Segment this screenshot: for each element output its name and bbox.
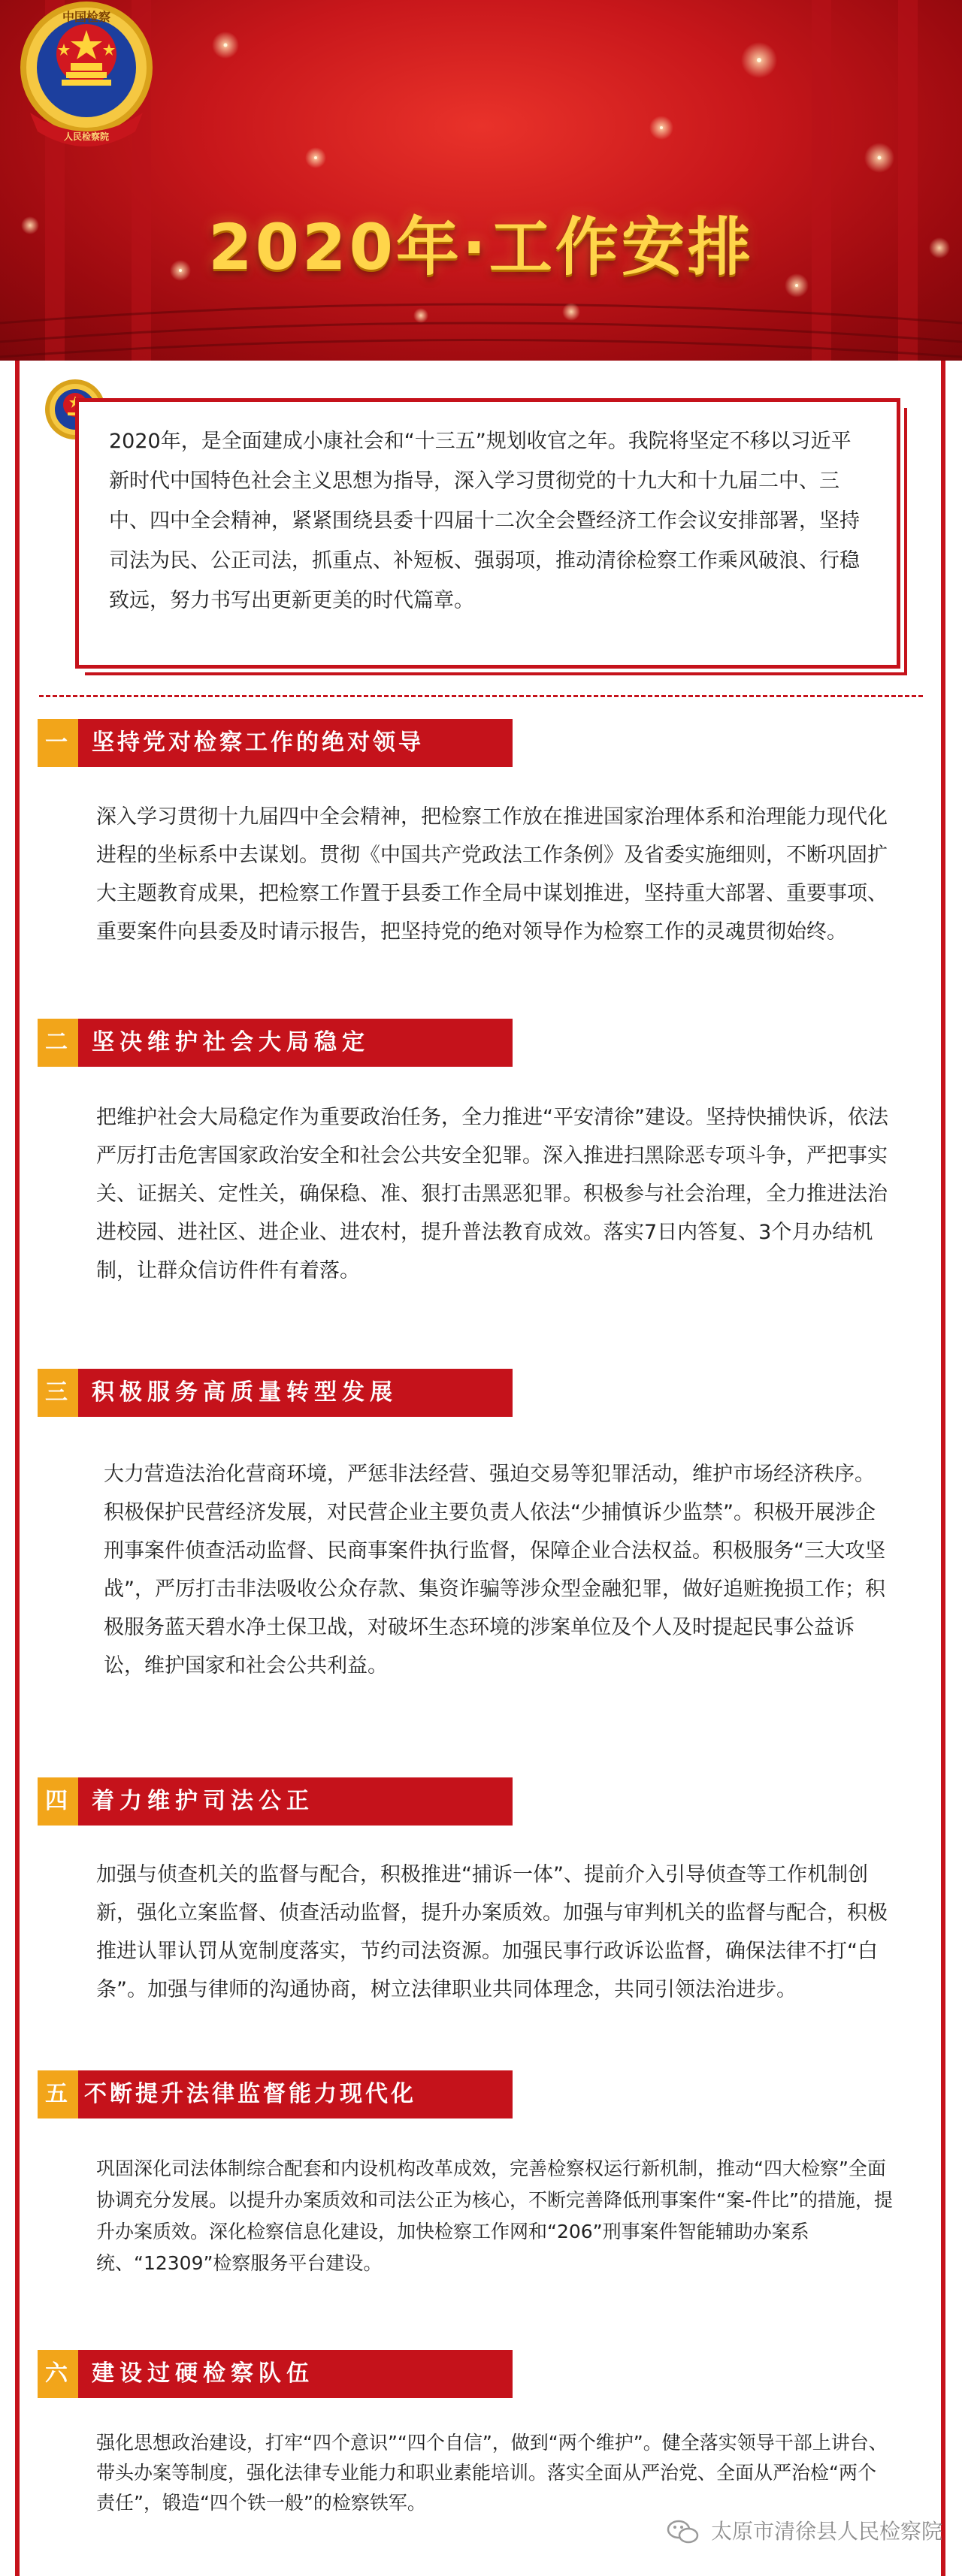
dashed-divider: [39, 695, 923, 697]
section-number: 三: [38, 1369, 83, 1417]
section-paragraph: 把维护社会大局稳定作为重要政治任务，全力推进“平安清徐”建设。坚持快捕快诉，依法严厉打击危害国家政治安全和社会公共安全犯罪。深入推进扫黑除恶专项斗争，严把事实关、证据关、定性关，确保稳、准、狠打击黑恶犯罪。积极参与社会治理，全力推进法治进校园、进社区、进企业、进农村，提升普法教育成效。落实7日内答复、3个月办结机制，让群众信访件件有着落。: [96, 1106, 888, 1282]
section-number: 一: [38, 719, 83, 767]
section-header-2: [38, 1019, 513, 1067]
intro-box: [75, 398, 900, 669]
section-header-3: [38, 1369, 513, 1417]
page-title: 2020年·工作安排: [208, 210, 754, 284]
section-title: 不断提升法律监督能力现代化: [78, 2070, 513, 2118]
header-banner: [0, 0, 962, 361]
section-title: 建设过硬检察队伍: [78, 2350, 513, 2398]
section-paragraph: 加强与侦查机关的监督与配合，积极推进“捕诉一体”、提前介入引导侦查等工作机制创新，强化立案监督、侦查活动监督，提升办案质效。加强与审判机关的监督与配合，积极推进认罪认罚从宽制度落实，节约司法资源。加强民事行政诉讼监督，确保法律不打“白条”。加强与律师的沟通协商，树立法律职业共同体理念，共同引领法治进步。: [96, 1863, 888, 2001]
emblem-lower-text: 人民检察院: [63, 131, 110, 142]
wechat-icon: [667, 2519, 700, 2546]
section-text-4: [96, 1856, 893, 2009]
section-text-3: [104, 1455, 894, 1685]
procuratorate-emblem: [0, 0, 173, 162]
section-header-4: [38, 1777, 513, 1826]
section-number: 六: [38, 2350, 83, 2398]
section-header-6: [38, 2350, 513, 2398]
section-title: 积极服务高质量转型发展: [78, 1369, 513, 1417]
watermark: [667, 2515, 942, 2548]
section-text-6: [96, 2428, 893, 2518]
section-header-5: [38, 2070, 513, 2118]
section-paragraph: 深入学习贯彻十九届四中全会精神，把检察工作放在推进国家治理体系和治理能力现代化进程的坐标系中去谋划。贯彻《中国共产党政法工作条例》及省委实施细则，不断巩固扩大主题教育成果，把检察工作置于县委工作全局中谋划推进，坚持重大部署、重要事项、重要案件向县委及时请示报告，把坚持党的绝对领导作为检察工作的灵魂贯彻始终。: [96, 805, 888, 944]
section-paragraph: 强化思想政治建设，打牢“四个意识”“四个自信”，做到“两个维护”。健全落实领导干部上讲台、带头办案等制度，强化法律专业能力和职业素能培训。落实全面从严治党、全面从严治检“两个责任”，锻造“四个铁一般”的检察铁军。: [96, 2432, 888, 2514]
section-number: 五: [38, 2070, 83, 2118]
section-text-1: [96, 798, 893, 951]
emblem-upper-text: 中国检察: [62, 10, 111, 24]
watermark-text: 太原市清徐县人民检察院: [710, 2519, 942, 2544]
intro-text: 2020年，是全面建成小康社会和“十三五”规划收官之年。我院将坚定不移以习近平新时代中国特色社会主义思想为指导，深入学习贯彻党的十九大和十九届二中、三中、四中全会精神，紧紧围绕县委十四届十二次全会暨经济工作会议安排部署，坚持司法为民、公正司法，抓重点、补短板、强弱项，推动清徐检察工作乘风破浪、行稳致远，努力书写出更新更美的时代篇章。: [109, 430, 860, 612]
section-text-2: [96, 1098, 893, 1290]
section-title: 坚决维护社会大局稳定: [78, 1019, 513, 1067]
section-number: 四: [38, 1777, 83, 1826]
section-text-5: [96, 2153, 893, 2279]
section-header-1: [38, 719, 513, 767]
section-title: 着力维护司法公正: [78, 1777, 513, 1826]
section-paragraph: 大力营造法治化营商环境，严惩非法经营、强迫交易等犯罪活动，维护市场经济秩序。积极保护民营经济发展，对民营企业主要负责人依法“少捕慎诉少监禁”。积极开展涉企刑事案件侦查活动监督、民商事案件执行监督，保障企业合法权益。积极服务“三大攻坚战”，严厉打击非法吸收公众存款、集资诈骗等涉众型金融犯罪，做好追赃挽损工作；积极服务蓝天碧水净土保卫战，对破坏生态环境的涉案单位及个人及时提起民事公益诉讼，维护国家和社会公共利益。: [104, 1463, 885, 1678]
section-number: 二: [38, 1019, 83, 1067]
section-title: 坚持党对检察工作的绝对领导: [78, 719, 513, 767]
section-paragraph: 巩固深化司法体制综合配套和内设机构改革成效，完善检察权运行新机制，推动“四大检察”全面协调充分发展。以提升办案质效和司法公正为核心，不断完善降低刑事案件“案-件比”的措施，提升办案质效。深化检察信息化建设，加快检察工作网和“206”刑事案件智能辅助办案系统、“12309”检察服务平台建设。: [96, 2158, 893, 2274]
